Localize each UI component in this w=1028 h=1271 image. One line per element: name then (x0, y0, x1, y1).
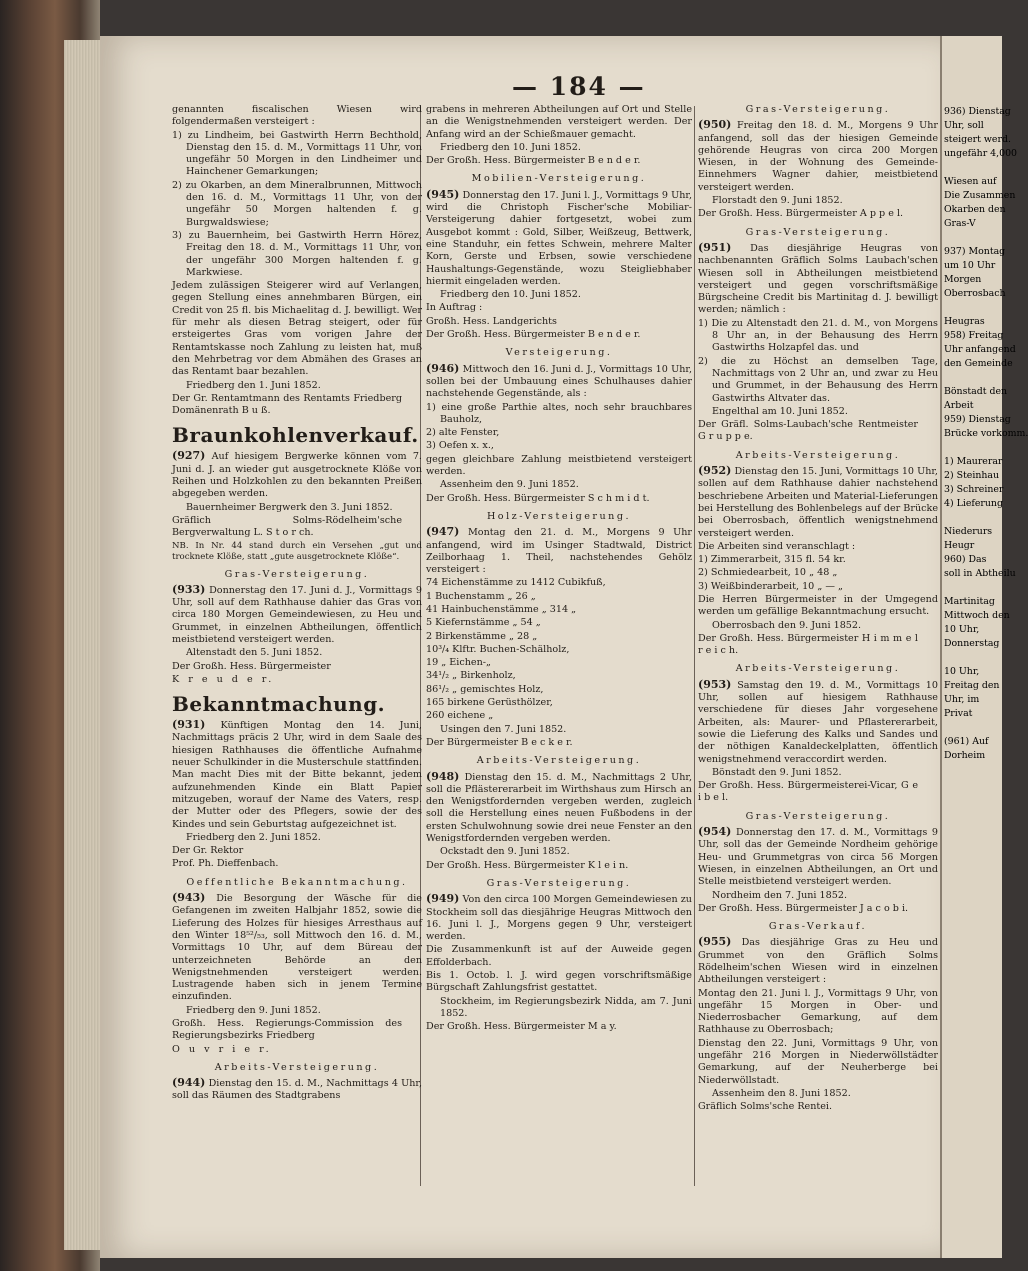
next-page-fragment: 958) Freitag (944, 330, 1004, 341)
section-heading: Gras-Versteigerung. (486, 877, 632, 889)
wood-row: 10³/₄ Klftr. Buchen-Schälholz, (426, 643, 570, 655)
place-date: Friedberg den 10. Juni 1852. (440, 289, 581, 301)
next-page-fragment: Okarben den (944, 204, 1006, 215)
next-page-edge (940, 36, 1028, 1258)
column-2 (426, 104, 692, 1034)
ad-text: Donnerstag den 17. d. M., Vormittags 9 Uhr, soll das der Gemeinde Nordheim gehörige Heu- und Grummetgras von circa 56 Morgen Wiesen, in einzelnen Abtheilungen, an Ort und Stelle meistbietend versteigert werden. (698, 827, 938, 888)
ad-text: Montag den 21. d. M., Morgens 9 Uhr anfangend, wird im Usinger Stadtwald, District Zeilborhaag 1. Theil, nachstehendes Gehölz versteigert : (426, 527, 692, 576)
next-page-fragment: Freitag den (944, 680, 1000, 691)
ad-text: Montag den 21. Juni l. J., Vormittags 9 Uhr, von ungefähr 15 Morgen in Ober- und Niederrosbacher Gemarkung, auf dem Rathhause zu Oberrosbach; (698, 987, 938, 1036)
ad-number: (953) (698, 677, 732, 691)
section-heading: Gras-Verkauf. (768, 921, 868, 933)
ad-number: (955) (698, 935, 732, 949)
wood-row: 41 Hainbuchenstämme „ 314 „ (426, 603, 577, 615)
ad-text: Dienstag den 22. Juni, Vormittags 9 Uhr, von ungefähr 216 Morgen in Niederwöllstädter Gemarkung, auf der Neuherberge bei Niederwöllstadt. (698, 1037, 938, 1086)
list-item: 2) alte Fenster, (426, 427, 500, 439)
ad-number: (931) (172, 718, 206, 732)
signature: Gräflich Solms'sche Rentei. (698, 1101, 833, 1113)
ad-text: Dienstag den 15. Juni, Vormittags 10 Uhr, sollen auf dem Rathhause dahier nachstehend beschriebene Arbeiten und Material-Lieferungen bei Herstellung des Bohlenbelegs auf der Brücke bei Oberrosbach, öffentlich wenigstnehmend versteigert werden. (698, 466, 938, 539)
ad-text: Die Zusammenkunft ist auf der Auweide gegen Effolderbach. (426, 944, 692, 968)
signature: Gräflich Solms-Rödelheim'sche Bergverwaltung L. S t o r ch. (172, 514, 402, 539)
signature: Der Gräfl. Solms-Laubach'sche Rentmeister G r u p p e. (698, 419, 918, 443)
ad-text: Das diesjährige Gras zu Heu und Grummet von den Gräflich Solms Rödelheim'schen Wiesen wird in einzelnen Abtheilungen versteigert : (698, 937, 938, 986)
signature-name: O u v r i e r. (172, 1043, 272, 1055)
column-3 (698, 104, 938, 1115)
section-heading: Braunkohlenverkauf. (172, 423, 419, 448)
ad-number: (944) (172, 1076, 206, 1090)
section-heading: Mobilien-Versteigerung. (471, 173, 647, 185)
wood-row: 5 Kiefernstämme „ 54 „ (426, 617, 541, 629)
ad-text: Samstag den 19. d. M., Vormittags 10 Uhr, sollen auf hiesigem Rathhause verschiedene für dieses Jahr vorgesehene Arbeiten, als: Maurer- und Pflastererarbeit, sowie die Lieferung des Kalks und Sandes und der nöthigen Kanaldeckelplatten, öffentlich wenigstnehmend veraccordirt werden. (698, 679, 938, 765)
next-page-fragment: 937) Montag (944, 246, 1006, 257)
ad-text: gegen gleichbare Zahlung meistbietend versteigert werden. (426, 453, 692, 478)
ad-text: Die Herren Bürgermeister in der Umgegend werden um gefällige Bekanntmachung ersucht. (698, 593, 938, 618)
list-item: 1) Zimmerarbeit, 315 fl. 54 kr. (698, 554, 846, 566)
ad-number: (948) (426, 769, 460, 783)
wood-row: 74 Eichenstämme zu 1412 Cubikfuß, (426, 577, 606, 589)
ad-text: Auf hiesigem Bergwerke können vom 7. Juni d. J. an wieder gut ausgetrocknete Klöße von Reihen und Holzkohlen zu den bekannten Preißen abgegeben werden. (172, 451, 422, 500)
signature: Der Großh. Hess. Bürgermeister K l e i n. (426, 859, 629, 871)
place-date: Nordheim den 7. Juni 1852. (712, 889, 848, 901)
section-heading: Arbeits-Versteigerung. (476, 755, 642, 767)
signature: Der Großh. Hess. Bürgermeister B e n d e r. (426, 155, 641, 167)
wood-row: 19 „ Eichen-„ (426, 657, 491, 669)
column-1 (100, 104, 422, 1104)
wood-row: 2 Birkenstämme „ 28 „ (426, 630, 538, 642)
ad-text: Donnerstag den 17. Juni d. J., Vormittags 9 Uhr, soll auf dem Rathhause dahier das Gras von circa 180 Morgen Gemeindewiesen, zu Heu und Grummet, in einzelnen Abtheilungen, öffentlich meistbietend versteigert werden. (172, 584, 422, 645)
section-heading: Versteigerung. (505, 347, 613, 359)
next-page-fragment: 1) Maurerar (944, 456, 1003, 467)
ad-number: (954) (698, 825, 732, 839)
ad-text: Die Besorgung der Wäsche für die Gefangenen im zweiten Halbjahr 1852, sowie die Lieferung des Holzes für hiesiges Arresthaus auf den Winter 18⁵²/₅₃, soll Mittwoch den 16. d. M., Vormittags 10 Uhr, auf dem Büreau der unterzeichneten Behörde an den Wenigstnehmenden versteigert werden. Lustragende haben sich in jenem Termine einzufinden. (172, 893, 422, 1003)
next-page-fragment: Heugr (944, 540, 975, 551)
ad-text: Von den circa 100 Morgen Gemeindewiesen zu Stockheim soll das diesjährige Heugras Mittwoch den 16. Juni l. J., Morgens gegen 9 Uhr, versteigert werden. (426, 894, 692, 943)
signature: Der Großh. Hess. Bürgermeister (172, 660, 331, 672)
next-page-fragment: Mittwoch den (944, 610, 1010, 621)
next-page-fragment: 3) Schreiner (944, 484, 1004, 495)
place-date: Engelthal am 10. Juni 1852. (712, 405, 848, 417)
next-page-fragment: Morgen (944, 274, 982, 285)
section-heading: Arbeits-Versteigerung. (214, 1061, 380, 1073)
next-page-fragment: Niederurs (944, 526, 993, 537)
ad-text: Künftigen Montag den 14. Juni, Nachmittags präcis 2 Uhr, wird in dem Saale des hiesigen Rathhauses die öffentliche Aufnahme neuer Schulkinder in die Musterschule stattfinden. Man macht Dies mit der Bitte bekannt, jedem aufzunehmenden Kinde ein Blatt Papier mitzugeben, worauf der Name des Vaters, resp. der Mutter oder des Pflegers, sowie der des Kindes und sein Geburtstag aufgezeichnet ist. (172, 720, 422, 830)
signature: Der Gr. Rektor (172, 845, 244, 857)
section-heading: Gras-Versteigerung. (745, 226, 891, 238)
place-date: Friedberg den 1. Juni 1852. (186, 379, 321, 391)
section-heading: Bekanntmachung. (172, 692, 386, 717)
list-item: 3) Weißbinderarbeit, 10 „ — „ (698, 580, 843, 592)
newspaper-page (100, 36, 940, 1258)
section-heading: Holz-Versteigerung. (486, 510, 632, 522)
next-page-fragment: 959) Dienstag (944, 414, 1011, 425)
ad-number: (946) (426, 361, 460, 375)
wood-row: 165 birkene Gerüsthölzer, (426, 697, 553, 709)
page-edges (64, 40, 100, 1250)
list-item: 3) Oefen x. x., (426, 440, 494, 452)
place-date: Altenstadt den 5. Juni 1852. (186, 647, 323, 659)
next-page-fragment: ungefähr 4,000 (944, 148, 1018, 159)
signature: Der Großh. Hess. Bürgermeister J a c o b i. (698, 902, 909, 914)
place-date: Usingen den 7. Juni 1852. (440, 723, 567, 735)
next-page-fragment: Privat (944, 708, 973, 719)
column-rule (694, 106, 695, 1186)
body-text: Jedem zulässigen Steigerer wird auf Verlangen, gegen Stellung eines annehmbaren Bürgen, ein Credit von 25 fl. bis Michaelitag d. J. bewilligt. Wer für mehr als diesen Betrag steigert, oder für ersteigertes Gras vom vorigen Jahre der Rentamtskasse noch Zahlung zu leisten hat, muß den Mehrbetrag vor dem Abmähen des Grases an das Rentamt baar bezahlen. (172, 280, 422, 378)
next-page-fragment: Donnerstag (944, 638, 1000, 649)
next-page-fragment: (961) Auf (944, 736, 989, 747)
signature: Der Großh. Hess. Bürgermeister A p p e l. (698, 208, 904, 220)
list-item: 2) Schmiedearbeit, 10 „ 48 „ (698, 567, 838, 579)
section-heading: Gras-Versteigerung. (745, 104, 891, 115)
next-page-fragment: Bönstadt den (944, 386, 1008, 397)
signature: Der Gr. Rentamtmann des Rentamts Friedberg Domänenrath B u ß. (172, 392, 402, 417)
next-page-fragment: Uhr anfangend (944, 344, 1016, 355)
place-date: Ockstadt den 9. Juni 1852. (440, 846, 570, 858)
signature: Großh. Hess. Landgerichts (426, 315, 557, 327)
next-page-fragment: Dorheim (944, 750, 986, 761)
ad-number: (951) (698, 240, 732, 254)
section-heading: Gras-Versteigerung. (745, 810, 891, 822)
ad-text: Das diesjährige Heugras von nachbenannten Gräflich Solms Laubach'schen Wiesen soll in Abtheilungen meistbietend versteigert und gegen vorschriftsmäßige Bürgscheine Credit bis Martinitag d. J. bewilligt werden; nämlich : (698, 242, 938, 316)
next-page-fragment: Martinitag (944, 596, 995, 607)
next-page-fragment: Uhr, soll (944, 120, 984, 131)
place-date: Bönstadt den 9. Juni 1852. (712, 766, 842, 778)
next-page-fragment: 2) Steinhau (944, 470, 1000, 481)
wood-row: 86¹/₂ „ gemischtes Holz, (426, 683, 544, 695)
next-page-fragment: um 10 Uhr (944, 260, 996, 271)
next-page-fragment: Wiesen auf (944, 176, 997, 187)
signature: Der Bürgermeister B e c k e r. (426, 736, 573, 748)
next-page-fragment: 10 Uhr, (944, 666, 980, 677)
ad-text: Bis 1. Octob. l. J. wird gegen vorschriftsmäßige Bürgschaft Zahlungsfrist gestattet. (426, 970, 692, 994)
ad-number: (947) (426, 525, 460, 539)
next-page-fragment: Oberrosbach (944, 288, 1006, 299)
signature-name: K r e u d e r. (172, 673, 275, 685)
intro-text: genannten fiscalischen Wiesen wird folgendermaßen versteigert : (172, 104, 422, 128)
wood-row: 260 eichene „ (426, 710, 494, 722)
ad-number: (950) (698, 118, 732, 132)
signature-name: Prof. Ph. Dieffenbach. (172, 858, 279, 870)
place-date: Assenheim den 8. Juni 1852. (712, 1087, 851, 1099)
next-page-fragment: Uhr, im (944, 694, 980, 705)
next-page-fragment: steigert werd. (944, 134, 1011, 145)
next-page-fragment: Heugras (944, 316, 985, 327)
place-date: Friedberg den 10. Juni 1852. (440, 141, 581, 153)
section-heading: Arbeits-Versteigerung. (735, 663, 901, 675)
signature: Der Großh. Hess. Bürgermeister H i m m e l r e i c h. (698, 632, 918, 657)
signature: Der Großh. Hess. Bürgermeisterei-Vicar, G e i b e l. (698, 780, 918, 804)
next-page-fragment: 4) Lieferung (944, 498, 1003, 509)
signature: Der Großh. Hess. Bürgermeister B e n d e r. (426, 329, 641, 341)
place-date: Assenheim den 9. Juni 1852. (440, 479, 579, 491)
next-page-fragment: 960) Das (944, 554, 987, 565)
section-heading: Gras-Versteigerung. (224, 568, 370, 580)
signature: In Auftrag : (426, 302, 483, 314)
ad-text: Donnerstag den 17. Juni l. J., Vormittags 9 Uhr, wird die Christoph Fischer'sche Mobiliar-Versteigerung dahier fortgesetzt, wobei zum Ausgebot kommt : Gold, Silber, Weißzeug, Bettwerk, eine Standuhr, ein fettes Schwein, mehrere Malter Korn, Gerste und Erbsen, sowie verschiedene Haushaltungs-Gegenstände, wozu Steigliebhaber hiermit eingeladen werden. (426, 189, 692, 287)
section-heading: Arbeits-Versteigerung. (735, 449, 901, 461)
wood-row: 34¹/₂ „ Birkenholz, (426, 670, 516, 682)
ad-text: grabens in mehreren Abtheilungen auf Ort und Stelle an die Wenigstnehmenden versteigert werden. Der Anfang wird an der Schießmauer gemacht. (426, 104, 692, 140)
nb-note: NB. In Nr. 44 stand durch ein Versehen „gut und trocknete Klöße, statt „gute ausgetrocknete Klöße“. (172, 540, 422, 562)
wood-row: 1 Buchenstamm „ 26 „ (426, 590, 536, 602)
signature: Großh. Hess. Regierungs-Commission des Regierungsbezirks Friedberg (172, 1018, 402, 1042)
ad-number: (952) (698, 464, 732, 478)
next-page-fragment: soll in Abtheilu (944, 568, 1016, 579)
next-page-fragment: Gras-V (944, 218, 976, 229)
place-date: Friedberg den 9. Juni 1852. (186, 1004, 321, 1016)
list-item: 1) Die zu Altenstadt den 21. d. M., von Morgens 8 Uhr an, in der Behausung des Herrn Gastwirths Holzapfel das. und (698, 317, 938, 354)
list-item: 1) eine große Parthie altes, noch sehr brauchbares Bauholz, (426, 401, 692, 425)
ad-text: Die Arbeiten sind veranschlagt : (698, 540, 856, 552)
ad-text: Freitag den 18. d. M., Morgens 9 Uhr anfangend, soll das der hiesigen Gemeinde gehörende Heugras von circa 200 Morgen Wiesen, in der Wohnung des Gemeinde-Einnehmers Wagner dahier, meistbietend versteigert werden. (698, 120, 938, 193)
signature: Der Großh. Hess. Bürgermeister M a y. (426, 1021, 617, 1033)
ad-number: (927) (172, 449, 206, 463)
place-date: Florstadt den 9. Juni 1852. (712, 195, 843, 207)
place-date: Oberrosbach den 9. Juni 1852. (712, 619, 862, 631)
next-page-fragment: Die Zusammen (944, 190, 1016, 201)
list-item: 2) die zu Höchst an demselben Tage, Nachmittags von 2 Uhr an, und zwar zu Heu und Grummet, in der Behausung des Herrn Gastwirths Altvater das. (698, 355, 938, 404)
ad-number: (943) (172, 891, 206, 905)
next-page-fragment: den Gemeinde (944, 358, 1013, 369)
list-item: 1) zu Lindheim, bei Gastwirth Herrn Bechthold, Dienstag den 15. d. M., Vormittags 11 Uhr, von ungefähr 50 Morgen in den Lindheimer und Hainchener Gemarkungen; (172, 129, 422, 178)
place-date: Friedberg den 2. Juni 1852. (186, 831, 321, 843)
place-date: Bauernheimer Bergwerk den 3. Juni 1852. (186, 501, 393, 513)
ad-text: Dienstag den 15. d. M., Nachmittags 4 Uhr, soll das Räumen des Stadtgrabens (172, 1078, 422, 1102)
next-page-fragment: 936) Dienstag (944, 106, 1011, 117)
page-number: — 184 — (512, 72, 646, 101)
place-date: Stockheim, im Regierungsbezirk Nidda, am 7. Juni 1852. (440, 995, 692, 1019)
ad-text: Mittwoch den 16. Juni d. J., Vormittags 10 Uhr, sollen bei der Umbauung eines Schulhauses dahier nachstehende Gegenstände, als : (426, 363, 692, 400)
ad-number: (949) (426, 892, 460, 906)
ad-text: Dienstag den 15. d. M., Nachmittags 2 Uhr, soll die Pflästererarbeit im Wirthshaus zum Hirsch an den Wenigstfordernden vergeben werden, zugleich soll die Herstellung eines neuen Fußbodens in der ersten Schulwohnung sowie drei neue Fenster an den Wenigstfordernden vergeben werden. (426, 771, 692, 845)
list-item: 3) zu Bauernheim, bei Gastwirth Herrn Hörez, Freitag den 18. d. M., Vormittags 11 Uhr, von der ungefähr 300 Morgen haltenden f. g. Markwiese. (172, 229, 422, 278)
next-page-fragment: 10 Uhr, (944, 624, 980, 635)
list-item: 2) zu Okarben, an dem Mineralbrunnen, Mittwoch den 16. d. M., Vormittags 11 Uhr, von der ungefähr 50 Morgen haltenden f. g. Burgwaldswiese; (172, 179, 422, 228)
ad-number: (933) (172, 582, 206, 596)
ad-number: (945) (426, 187, 460, 201)
signature: Der Großh. Hess. Bürgermeister S c h m i d t. (426, 492, 650, 504)
next-page-fragment: Brücke vorkomm. (944, 428, 1028, 439)
next-page-fragment: Arbeit (944, 400, 974, 411)
section-heading: Oeffentliche Bekanntmachung. (186, 876, 408, 888)
